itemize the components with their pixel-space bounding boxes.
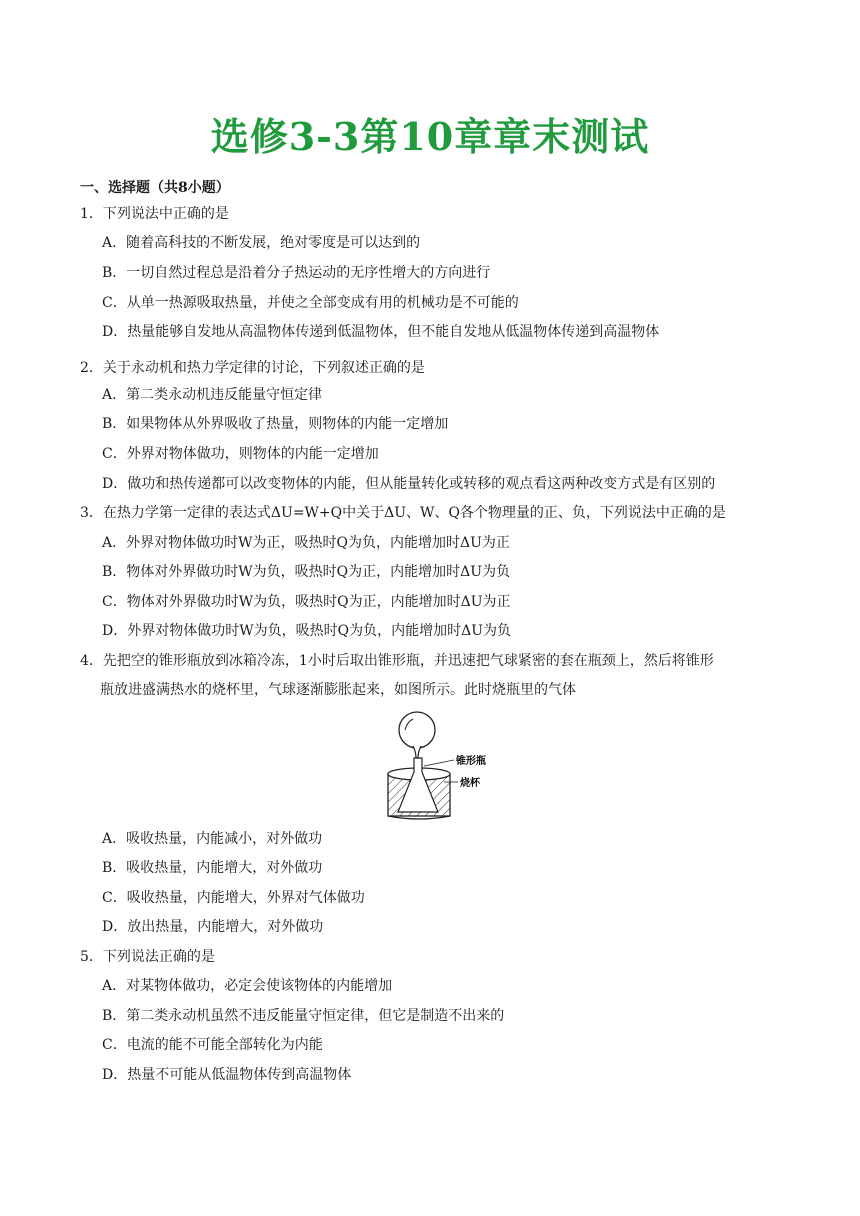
question-4-stem-line1: 4．先把空的锥形瓶放到冰箱冷冻，1小时后取出锥形瓶，并迅速把气球紧密的套在瓶颈上，然后将锥形 [80, 653, 714, 669]
q2-option-c: C．外界对物体做功，则物体的内能一定增加 [102, 446, 379, 462]
q2-option-d: D．做功和热传递都可以改变物体的内能，但从能量转化或转移的观点看这两种改变方式是有区别的 [102, 476, 716, 492]
q3-option-a: A．外界对物体做功时W为正，吸热时Q为负，内能增加时ΔU为正 [102, 535, 510, 551]
question-4-stem-line2: 瓶放进盛满热水的烧杯里，气球逐渐膨胀起来，如图所示。此时烧瓶里的气体 [100, 682, 576, 698]
q5-option-d: D．热量不可能从低温物体传到高温物体 [102, 1067, 352, 1083]
q3-option-b: B．物体对外界做功时W为负，吸热时Q为正，内能增加时ΔU为负 [102, 564, 511, 580]
question-3-stem: 3．在热力学第一定律的表达式ΔU=W+Q中关于ΔU、W、Q各个物理量的正、负，下列说法中正确的是 [80, 505, 726, 521]
q1-option-c: C．从单一热源吸取热量，并使之全部变成有用的机械功是不可能的 [102, 295, 519, 311]
label-flask: 锥形瓶 [456, 756, 486, 767]
label-beaker: 烧杯 [460, 778, 480, 789]
q1-option-d: D．热量能够自发地从高温物体传递到低温物体，但不能自发地从低温物体传递到高温物体 [102, 324, 660, 340]
q3-option-d: D．外界对物体做功时W为负，吸热时Q为负，内能增加时ΔU为负 [102, 623, 511, 639]
q2-option-a: A．第二类永动机违反能量守恒定律 [102, 387, 323, 403]
balloon [399, 712, 435, 758]
q4-option-d: D．放出热量，内能增大，对外做功 [102, 919, 324, 935]
q5-option-b: B．第二类永动机虽然不违反能量守恒定律，但它是制造不出来的 [102, 1008, 505, 1024]
q5-option-a: A．对某物体做功，必定会使该物体的内能增加 [102, 978, 393, 994]
q3-option-c: C．物体对外界做功时W为负，吸热时Q为正，内能增加时ΔU为正 [102, 594, 511, 610]
q2-option-b: B．如果物体从外界吸收了热量，则物体的内能一定增加 [102, 416, 449, 432]
q4-option-c: C．吸收热量，内能增大，外界对气体做功 [102, 890, 365, 906]
question-2-stem: 2．关于永动机和热力学定律的讨论，下列叙述正确的是 [80, 360, 425, 376]
q4-option-a: A．吸收热量，内能减小，对外做功 [102, 831, 323, 847]
flask-balloon-figure [380, 708, 506, 820]
section-heading: 一、选择题（共8小题） [80, 180, 230, 196]
q1-option-b: B．一切自然过程总是沿着分子热运动的无序性增大的方向进行 [102, 265, 491, 281]
q1-option-a: A．随着高科技的不断发展，绝对零度是可以达到的 [102, 235, 421, 251]
question-5-stem: 5．下列说法正确的是 [80, 949, 215, 965]
page-title: 选修3-3第10章章末测试 [210, 114, 650, 159]
q5-option-c: C．电流的能不可能全部转化为内能 [102, 1037, 323, 1053]
q4-option-b: B．吸收热量，内能增大，对外做功 [102, 860, 323, 876]
question-1-stem: 1．下列说法中正确的是 [80, 206, 229, 222]
